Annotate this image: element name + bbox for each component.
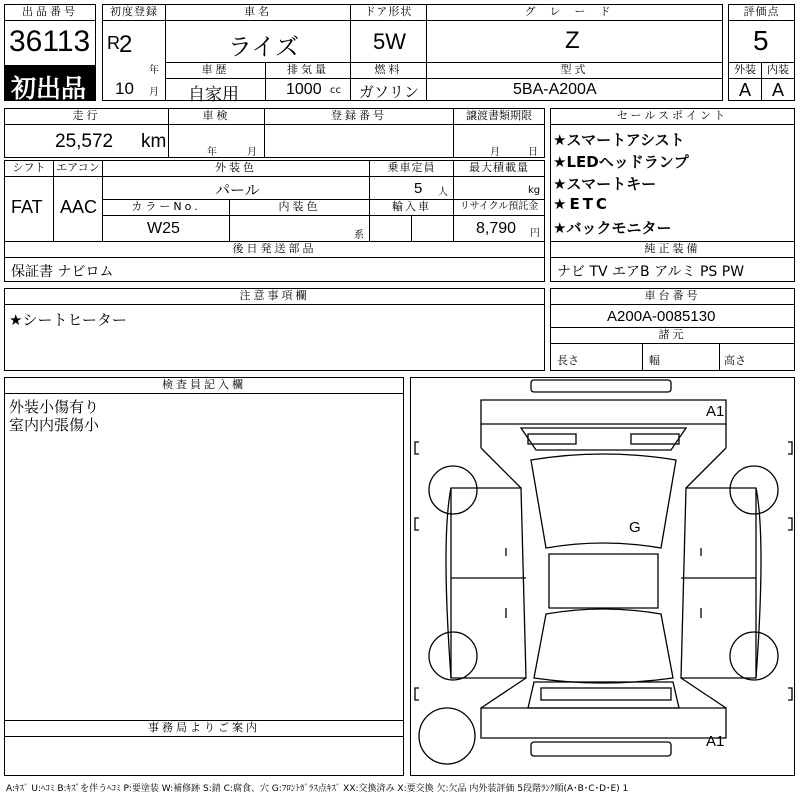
later-parts-header: 後日発送部品 [4,241,545,258]
capacity-unit: 人 [438,187,448,198]
notes-box [4,304,545,371]
year-unit: 年 [149,65,159,76]
length-label: 長さ [557,354,579,367]
door-header: ドア形状 [350,4,427,21]
displacement-header: 排気量 [265,62,351,79]
interior-header: 内装 [761,62,795,79]
specs-width-box [642,343,720,371]
glass-damage-mark: G [629,519,641,536]
mileage-box [4,124,169,158]
recycle-header: リサイクル預託金 [453,199,545,216]
ext-color-box [102,176,370,200]
lot-no-box [4,20,96,66]
reg-no-box [264,124,454,158]
door-box [350,20,427,63]
yen-unit: 円 [530,228,540,239]
inspector-box [4,393,404,721]
car-name-value: ライズ [228,33,300,61]
score-value: 5 [753,25,769,56]
selling-points-header: セールスポイント [550,108,795,125]
capacity-header: 乗車定員 [369,160,454,177]
int-color-header: 内装色 [229,199,370,216]
reg-year: 2 [119,31,133,58]
kg-unit: kg [528,185,541,196]
chassis-value: A200A-0085130 [607,308,716,325]
exterior-header: 外装 [728,62,762,79]
transfer-header: 譲渡書類期限 [453,108,545,125]
recycle-value: 8,790 [476,220,517,237]
selling-points-box [550,124,795,242]
insp-month-unit: 月 [247,147,257,158]
transfer-day-unit: 日 [528,147,538,158]
km-unit: km [141,131,167,152]
reg-no-header: 登録番号 [264,108,454,125]
specs-height-box [719,343,795,371]
legend-text: A:ｷｽﾞ U:ﾍｺﾐ B:ｷｽﾞを伴うﾍｺﾐ P:要塗装 W:補修跡 S:錆 C:腐食、穴 G:ﾌﾛﾝﾄｶﾞﾗｽ点ｷｽﾞ XX:交換済み X:要交換 欠:欠品 内外装評価 5段階ﾗﾝｸ順(A･B･C･D･E) 1 [6,784,629,794]
grade-header: グレード [426,4,723,21]
max-load-header: 最大積載量 [453,160,545,177]
car-name-header: 車名 [165,4,351,21]
grade-box [426,20,723,63]
grade-value: Z [565,27,580,54]
chassis-header: 車台番号 [550,288,795,305]
transfer-month-unit: 月 [490,147,500,158]
aircon-header: エアコン [53,160,103,177]
import-header: 輸入車 [369,199,454,216]
fuel-value: ガソリン [359,83,420,101]
era-letter: R [107,33,120,53]
capacity-value: 5 [414,180,423,197]
import-box-right [411,215,454,242]
int-color-box [229,215,370,242]
displacement-box [265,78,351,101]
ext-color-value: パール [215,181,260,199]
color-no-box [102,215,230,242]
score-box [728,20,795,63]
history-header: 車歴 [165,62,266,79]
max-load-box [453,176,545,200]
car-diagram-frame [410,377,795,776]
selling-point-item: ★バックモニター [553,219,672,237]
specs-header: 諸元 [550,327,795,344]
front-damage-mark: A1 [706,403,725,420]
mileage-header: 走行 [4,108,169,125]
fuel-box [350,78,427,101]
color-no-header: カラーNo. [102,199,230,216]
later-parts-value: 保証書 ナビロム [11,264,114,280]
history-box [165,78,266,105]
inspection-box [168,124,265,158]
door-value: 5W [373,29,406,54]
exterior-grade: A [739,80,752,100]
model-code-value: 5BA-A200A [513,81,597,98]
interior-grade: A [772,80,785,100]
notes-value: ★シートヒーター [9,311,127,329]
width-label: 幅 [649,354,660,367]
selling-point-item: ★ETC [553,195,610,213]
office-header: 事務局よりご案内 [4,720,404,737]
aircon-box [53,176,103,242]
insp-year-unit: 年 [207,147,217,158]
first-listing-badge [4,65,96,101]
inspection-header: 車検 [168,108,265,125]
specs-length-box [550,343,643,371]
fuel-header: 燃料 [350,62,427,79]
aircon-value: AAC [60,197,98,217]
shift-box [4,176,54,242]
notes-header: 注意事項欄 [4,288,545,305]
selling-point-item: ★スマートキー [553,175,657,193]
exterior-box [728,78,762,101]
height-label: 高さ [724,354,746,367]
model-code-box [426,78,723,101]
interior-box [761,78,795,101]
recycle-box [453,215,545,242]
month-unit: 月 [149,87,159,98]
history-value: 自家用 [188,85,239,105]
reg-month: 10 [115,79,134,98]
genuine-header: 純正装備 [550,241,795,258]
lot-no-header: 出品番号 [4,4,96,21]
selling-point-item: ★LEDヘッドランプ [553,153,689,171]
score-header: 評価点 [728,4,795,21]
car-name-box [165,20,351,63]
rear-damage-mark: A1 [706,733,725,750]
inspector-line: 外装小傷有り [9,398,100,416]
mileage-value: 25,572 [55,131,114,152]
int-color-suffix: 系 [354,230,364,241]
first-reg-header: 初度登録 [102,4,166,21]
genuine-value: ナビ TV エアB アルミ PS PW [557,264,745,280]
transfer-box [453,124,545,158]
cc-unit: cc [330,85,341,96]
import-box-left [369,215,412,242]
later-parts-box [4,257,545,282]
shift-value: FAT [11,197,43,217]
displacement-value: 1000 [286,81,322,98]
genuine-box [550,257,795,282]
car-diagram [411,378,796,777]
selling-point-item: ★スマートアシスト [553,131,685,149]
color-no-value: W25 [147,220,180,237]
capacity-box [369,176,454,200]
lot-no-value: 36113 [9,25,91,58]
first-listing-label: 初出品 [11,74,87,103]
inspector-header: 検査員記入欄 [4,377,404,394]
first-reg-box [102,20,166,101]
model-code-header: 型式 [426,62,723,79]
chassis-box [550,304,795,328]
inspector-line: 室内内張傷小 [9,416,100,434]
ext-color-header: 外装色 [102,160,370,177]
office-box [4,736,404,776]
shift-header: シフト [4,160,54,177]
